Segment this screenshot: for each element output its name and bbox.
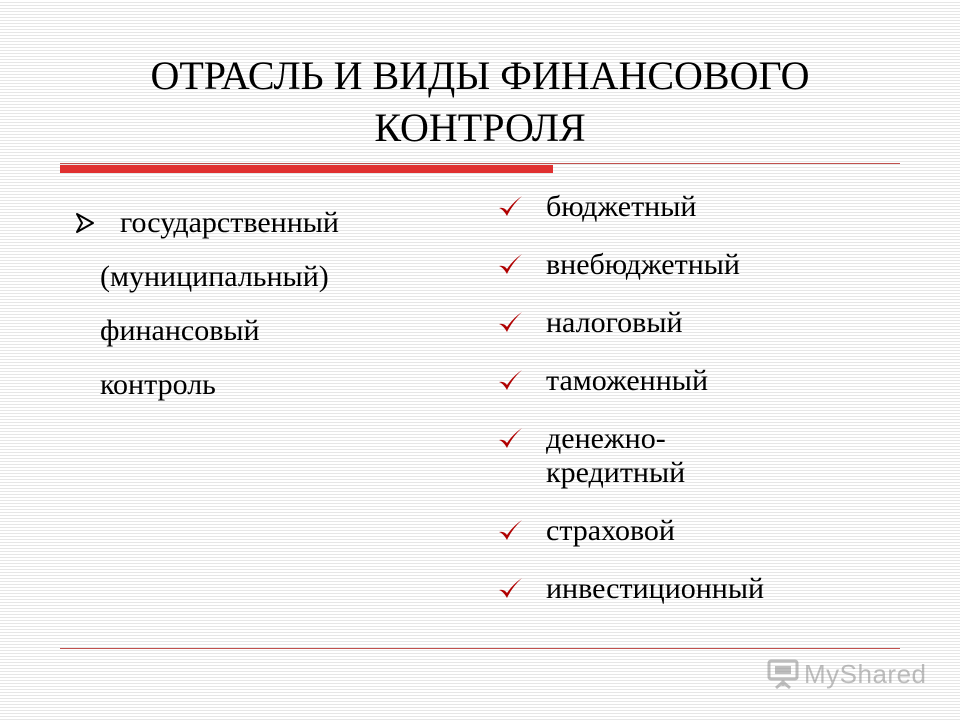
left-line-2: (муниципальный)	[100, 260, 329, 293]
checklist-item	[496, 190, 916, 224]
checklist-item-label	[526, 306, 683, 340]
checklist-item	[496, 422, 916, 490]
checklist-item-line: денежно-	[546, 422, 666, 455]
checklist-item-line: кредитный	[546, 456, 686, 489]
left-line-1: государственный	[120, 206, 339, 239]
checklist-item-label	[526, 514, 675, 548]
footer-rule	[60, 648, 900, 649]
checklist-item-label	[526, 572, 764, 606]
presentation-board-icon	[766, 658, 800, 690]
check-icon	[496, 190, 526, 224]
title-line-2: КОНТРОЛЯ	[374, 105, 586, 150]
checklist-item-line: налоговый	[546, 306, 683, 339]
right-column	[496, 190, 916, 630]
checklist-item-line: страховой	[546, 514, 675, 547]
watermark-text: MyShared	[804, 658, 927, 689]
left-line-3: финансовый	[100, 314, 260, 347]
left-column	[70, 196, 450, 412]
slide-title	[60, 50, 900, 154]
check-icon	[496, 364, 526, 398]
checklist-item	[496, 248, 916, 282]
arrow-icon	[70, 196, 100, 250]
checklist-item-line: бюджетный	[546, 190, 697, 223]
checklist-item-line: внебюджетный	[546, 248, 740, 281]
watermark-logo	[766, 656, 927, 692]
check-icon	[496, 306, 526, 340]
check-icon	[496, 422, 526, 456]
checklist-item	[496, 306, 916, 340]
checklist-item-label	[526, 364, 708, 398]
title-underline-thin	[60, 163, 900, 164]
left-line-4: контроль	[100, 368, 216, 401]
checklist-item-line: таможенный	[546, 364, 708, 397]
checklist-item-line: инвестиционный	[546, 572, 765, 605]
check-icon	[496, 572, 526, 606]
checklist-item	[496, 364, 916, 398]
checklist-item-label	[526, 248, 740, 282]
checklist-item	[496, 572, 916, 606]
left-bullet-item	[70, 196, 450, 250]
checklist-item-label	[526, 422, 685, 490]
title-line-1: ОТРАСЛЬ И ВИДЫ ФИНАНСОВОГО	[150, 53, 810, 98]
check-icon	[496, 514, 526, 548]
checklist-item	[496, 514, 916, 548]
checklist-item-label	[526, 190, 696, 224]
title-underline-accent	[60, 165, 553, 173]
check-icon	[496, 248, 526, 282]
